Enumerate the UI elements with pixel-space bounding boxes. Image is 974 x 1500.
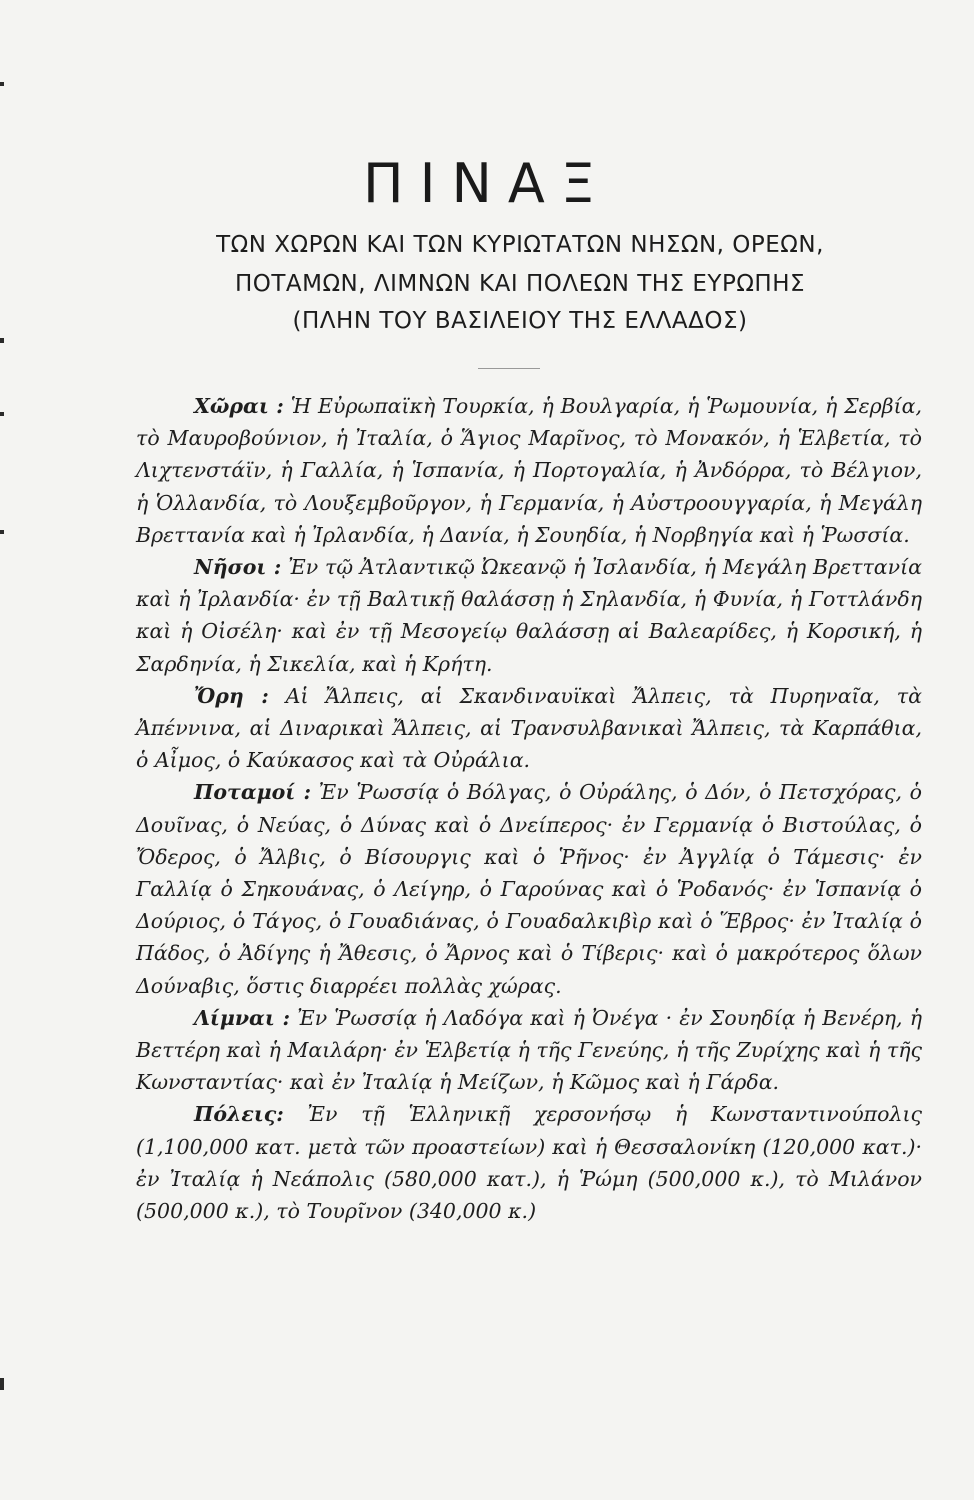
section-heading: Λίμναι :	[194, 1005, 291, 1030]
section-islands	[136, 551, 922, 680]
section-divider	[478, 368, 540, 369]
subtitle-line-2: ΠΟΤΑΜΩΝ, ΛΙΜΝΩΝ ΚΑΙ ΠΟΛΕΩΝ ΤΗΣ ΕΥΡΩΠΗΣ	[234, 271, 806, 297]
subtitle-line-3: (ΠΛΗΝ ΤΟΥ ΒΑΣΙΛΕΙΟΥ ΤΗΣ ΕΛΛΑΔΟΣ)	[292, 308, 748, 334]
section-heading: Ὄρη :	[194, 683, 269, 708]
section-text: Ἐν τῇ Ἑλληνικῇ χερσονήσῳ ἡ Κωνσταντινούπολις (1,100,000 κατ. μετὰ τῶν προαστείων) καὶ ἡ Θεσσαλονίκη (120,000 κατ.)· ἐν Ἰταλίᾳ ἡ Νεάπολις (580,000 κατ.), ἡ Ῥώμη (500,000 κ.), τὸ Μιλάνον (500,000 κ.), τὸ Τουρῖνον (340,000 κ.)	[136, 1102, 922, 1224]
section-mountains	[136, 680, 922, 777]
section-heading: Χῶραι :	[194, 394, 284, 418]
section-text: Ἡ Εὐρωπαϊκὴ Τουρκία, ἡ Βουλγαρία, ἡ Ῥωμουνία, ἡ Σερβία, τὸ Μαυροβούνιον, ἡ Ἰταλία, ὁ Ἅγιος Μαρῖνος, τὸ Μονακόν, ἡ Ἑλβετία, τὸ Λιχτενστάϊν, ἡ Γαλλία, ἡ Ἱσπανία, ἡ Πορτογαλία, ἡ Ἀνδόρρα, τὸ Βέλγιον, ἡ Ὁλλανδία, τὸ Λουξεμβοῦργον, ἡ Γερμανία, ἡ Αὐστροουγγαρία, ἡ Μεγάλη Βρεττανία καὶ ἡ Ἰρλανδία, ἡ Δανία, ἡ Σουηδία, ἡ Νορβηγία καὶ ἡ Ῥωσσία.	[136, 394, 922, 547]
scan-edge-mark	[0, 412, 4, 416]
scan-edge-mark	[0, 338, 4, 343]
section-heading: Νῆσοι :	[194, 555, 282, 580]
section-cities	[136, 1098, 922, 1227]
subtitle-line-1: ΤΩΝ ΧΩΡΩΝ ΚΑΙ ΤΩΝ ΚΥΡΙΩΤΑΤΩΝ ΝΗΣΩΝ, ΟΡΕΩΝ,	[216, 232, 824, 258]
section-rivers	[136, 776, 922, 1001]
scan-edge-mark	[0, 530, 4, 534]
section-countries	[136, 390, 922, 551]
section-text: Ἐν Ῥωσσίᾳ ἡ Λαδόγα καὶ ἡ Ὀνέγα · ἐν Σουηδίᾳ ἡ Βενέρη, ἡ Βεττέρη καὶ ἡ Μαιλάρη· ἐν Ἑλβετίᾳ ἡ τῆς Γενεύης, ἡ τῆς Ζυρίχης καὶ ἡ τῆς Κωνσταντίας· καὶ ἐν Ἰταλίᾳ ἡ Μείζων, ἡ Κῶμος καὶ ἡ Γάρδα.	[136, 1005, 922, 1095]
scan-edge-mark	[0, 82, 4, 86]
section-text: Ἐν τῷ Ἀτλαντικῷ Ὠκεανῷ ἡ Ἰσλανδία, ἡ Μεγάλη Βρεττανία καὶ ἡ Ἰρλανδία· ἐν τῇ Βαλτικῇ θαλάσσῃ ἡ Σηλανδία, ἡ Φυνία, ἡ Γοττλάνδη καὶ ἡ Οἰσέλη· καὶ ἐν τῇ Μεσογείῳ θαλάσσῃ αἱ Βαλεαρίδες, ἡ Κορσική, ἡ Σαρδηνία, ἡ Σικελία, καὶ ἡ Κρήτη.	[136, 555, 922, 676]
index-body	[136, 390, 922, 1227]
section-lakes	[136, 1002, 922, 1099]
section-text: Ἐν Ῥωσσίᾳ ὁ Βόλγας, ὁ Οὐράλης, ὁ Δόν, ὁ Πετσχόρας, ὁ Δουῖνας, ὁ Νεύας, ὁ Δύνας καὶ ὁ Δνείπερος· ἐν Γερμανίᾳ ὁ Βιστούλας, ὁ Ὄδερος, ὁ Ἄλβις, ὁ Βίσουργις καὶ ὁ Ῥῆνος· ἐν Ἀγγλίᾳ ὁ Τάμεσις· ἐν Γαλλίᾳ ὁ Σηκουάνας, ὁ Λείγηρ, ὁ Γαρούνας καὶ ὁ Ῥοδανός· ἐν Ἱσπανίᾳ ὁ Δούριος, ὁ Τάγος, ὁ Γουαδιάνας, ὁ Γουαδαλκιβὶρ καὶ ὁ Ἕβρος· ἐν Ἰταλίᾳ ὁ Πάδος, ὁ Ἀδίγης ἡ Ἄθεσις, ὁ Ἄρνος καὶ ὁ Τίβερις· καὶ ὁ μακρότερος ὅλων Δούναβις, ὅστις διαρρέει πολλὰς χώρας.	[136, 780, 922, 998]
section-text: Αἱ Ἄλπεις, αἱ Σκανδιναυϊκαὶ Ἄλπεις, τὰ Πυρηναῖα, τὰ Ἀπέννινα, αἱ Διναρικαὶ Ἄλπεις, αἱ Τρανσυλβανικαὶ Ἄλπεις, τὰ Καρπάθια, ὁ Αἶμος, ὁ Καύκασος καὶ τὰ Οὐράλια.	[136, 683, 922, 773]
section-heading: Πόλεις:	[194, 1102, 284, 1127]
page-title: ΠΙΝΑΞ	[363, 152, 611, 215]
scan-edge-mark	[0, 1378, 4, 1390]
section-heading: Ποταμοί :	[194, 780, 312, 805]
